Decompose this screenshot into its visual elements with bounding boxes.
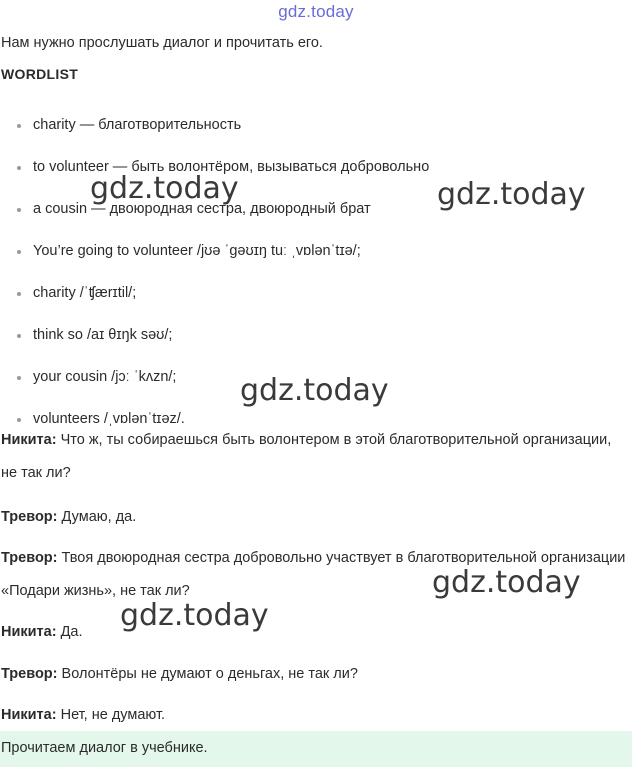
wordlist-entry: volunteers /ˌvɒlənˈtɪəz/. <box>33 411 185 427</box>
speaker-name: Никита: <box>1 624 57 640</box>
bullet-icon <box>17 292 21 296</box>
watermark: gdz.today <box>120 598 269 633</box>
dialog-line <box>1 658 629 691</box>
speaker-name: Никита: <box>1 432 57 448</box>
dialog-line <box>1 424 629 490</box>
speaker-name: Тревор: <box>1 666 58 682</box>
watermark: gdz.today <box>432 565 581 600</box>
wordlist-entry: charity /ˈʧærɪtil/; <box>33 285 137 301</box>
watermark: gdz.today <box>90 171 239 206</box>
list-item <box>0 316 429 358</box>
dialog-line <box>1 699 629 732</box>
bullet-icon <box>17 334 21 338</box>
speaker-name: Тревор: <box>1 509 58 525</box>
speaker-name: Никита: <box>1 707 57 723</box>
wordlist-entry: charity — благотворительность <box>33 117 242 133</box>
list-item <box>0 232 429 274</box>
list-item <box>0 274 429 316</box>
dialog-line <box>1 501 629 534</box>
bullet-icon <box>17 208 21 212</box>
dialog-text: Да. <box>56 624 83 640</box>
dialog-text: Что ж, ты собираешься быть волонтером в этой благотворительной организации, не так ли? <box>1 432 612 481</box>
wordlist-entry: think so /aɪ θɪŋk səʊ/; <box>33 327 173 343</box>
wordlist-entry: You’re going to volunteer /jʊə ˈɡəʊɪŋ tuː ˌvɒlənˈtɪə/; <box>33 243 361 259</box>
intro-text: Нам нужно прослушать диалог и прочитать его. <box>1 35 323 51</box>
dialog-line <box>1 616 629 649</box>
dialog-text: Нет, не думают. <box>56 707 166 723</box>
wordlist-entry: your cousin /jɔː ˈkʌzn/; <box>33 369 177 385</box>
wordlist-entry: a cousin — двоюродная сестра, двоюродный брат <box>33 201 371 217</box>
wordlist-heading: WORDLIST <box>1 66 79 82</box>
bullet-icon <box>17 418 21 422</box>
dialog-text: Думаю, да. <box>57 509 137 525</box>
bullet-icon <box>17 376 21 380</box>
dialog-text: Волонтёры не думают о деньгах, не так ли? <box>57 666 358 682</box>
bullet-icon <box>17 166 21 170</box>
footer-note: Прочитаем диалог в учебнике. <box>1 740 208 756</box>
wordlist-entry: to volunteer — быть волонтёром, вызываться добровольно <box>33 159 430 175</box>
list-item <box>0 106 429 148</box>
dialog-text: Твоя двоюродная сестра добровольно участвует в благотворительной организации «Подари жизнь», не так ли? <box>1 550 626 599</box>
watermark: gdz.today <box>437 177 586 212</box>
speaker-name: Тревор: <box>1 550 58 566</box>
bullet-icon <box>17 250 21 254</box>
site-brand[interactable]: gdz.today <box>278 2 354 21</box>
watermark: gdz.today <box>240 373 389 408</box>
bullet-icon <box>17 124 21 128</box>
